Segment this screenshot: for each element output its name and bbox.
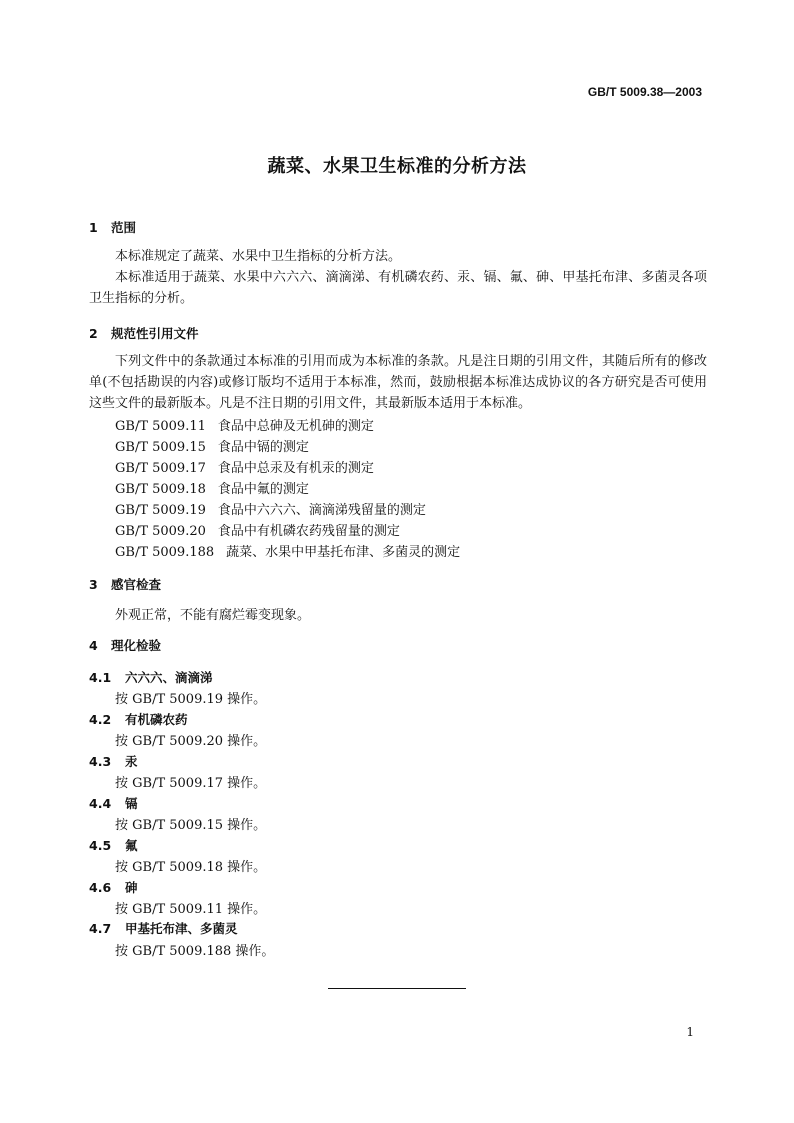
reference-code: GB/T 5009.188 — [115, 545, 215, 560]
subsection-number: 4.2 — [89, 712, 112, 727]
subsection-title: 汞 — [125, 754, 138, 769]
reference-name: 食品中氟的测定 — [217, 482, 309, 497]
section-heading-sensory — [89, 575, 161, 593]
page-number: 1 — [686, 1025, 694, 1039]
subsection-title: 六六六、滴滴涕 — [125, 670, 213, 685]
reference-code: GB/T 5009.17 — [115, 461, 206, 476]
subsection-number: 4.6 — [89, 880, 112, 895]
subsection-text: 按 GB/T 5009.18 操作。 — [115, 860, 267, 875]
reference-name: 食品中六六六、滴滴涕残留量的测定 — [217, 503, 426, 518]
reference-code: GB/T 5009.20 — [115, 524, 206, 539]
subsection-text: 按 GB/T 5009.20 操作。 — [115, 734, 267, 749]
document-title: 蔬菜、水果卫生标准的分析方法 — [267, 156, 527, 177]
section-number: 4 — [89, 638, 98, 653]
section-heading-scope — [89, 218, 136, 236]
standard-code: GB/T 5009.38—2003 — [587, 85, 702, 99]
subsection-heading — [89, 668, 213, 686]
subsection-number: 4.1 — [89, 670, 112, 685]
reference-code: GB/T 5009.18 — [115, 482, 206, 497]
subsection-heading — [89, 836, 138, 854]
reference-name: 食品中总砷及无机砷的测定 — [217, 419, 374, 434]
section-number: 1 — [89, 220, 98, 235]
subsection-title: 砷 — [125, 880, 138, 895]
reference-item — [115, 478, 309, 497]
reference-item — [115, 436, 309, 455]
reference-code: GB/T 5009.15 — [115, 440, 206, 455]
subsection-title: 有机磷农药 — [125, 712, 188, 727]
subsection-heading — [89, 752, 138, 770]
reference-name: 食品中有机磷农药残留量的测定 — [217, 524, 400, 539]
subsection-heading — [89, 794, 138, 812]
subsection-heading — [89, 878, 138, 896]
section-title: 范围 — [111, 220, 137, 235]
sensory-text: 外观正常，不能有腐烂霉变现象。 — [115, 608, 311, 623]
section-number: 3 — [89, 577, 98, 592]
reference-code: GB/T 5009.19 — [115, 503, 206, 518]
scope-paragraph-1: 本标准规定了蔬菜、水果中卫生指标的分析方法。 — [115, 249, 402, 264]
subsection-title: 镉 — [125, 796, 138, 811]
subsection-number: 4.7 — [89, 921, 112, 936]
subsection-text: 按 GB/T 5009.17 操作。 — [115, 776, 267, 791]
reference-item — [115, 520, 400, 539]
section-title: 理化检验 — [111, 638, 162, 653]
reference-code: GB/T 5009.11 — [115, 419, 206, 434]
subsection-number: 4.5 — [89, 838, 112, 853]
normative-references-intro: 下列文件中的条款通过本标准的引用而成为本标准的条款。凡是注日期的引用文件，其随后所有的修改单(不包括勘误的内容)或修订版均不适用于本标准，然而，鼓励根据本标准达成协议的各方研究是否可使用这些文件的最新版本。凡是不注日期的引用文件，其最新版本适用于本标准。 — [89, 354, 707, 411]
scope-paragraph-2: 本标准适用于蔬菜、水果中六六六、滴滴涕、有机磷农药、汞、镉、氟、砷、甲基托布津、多菌灵各项卫生指标的分析。 — [89, 270, 707, 306]
subsection-heading — [89, 919, 238, 937]
subsection-text: 按 GB/T 5009.188 操作。 — [115, 944, 275, 959]
section-heading-physchem — [89, 636, 161, 654]
section-title: 感官检查 — [111, 577, 162, 592]
subsection-text: 按 GB/T 5009.11 操作。 — [115, 902, 267, 917]
subsection-number: 4.4 — [89, 796, 112, 811]
reference-name: 食品中镉的测定 — [217, 440, 309, 455]
subsection-number: 4.3 — [89, 754, 112, 769]
subsection-heading — [89, 710, 188, 728]
reference-item — [115, 457, 374, 476]
section-title: 规范性引用文件 — [111, 326, 199, 341]
subsection-title: 氟 — [125, 838, 138, 853]
reference-item — [115, 415, 374, 434]
section-number: 2 — [89, 326, 98, 341]
reference-name: 蔬菜、水果中甲基托布津、多菌灵的测定 — [226, 545, 461, 560]
section-heading-normative-references — [89, 324, 199, 342]
reference-name: 食品中总汞及有机汞的测定 — [217, 461, 374, 476]
subsection-text: 按 GB/T 5009.19 操作。 — [115, 692, 267, 707]
reference-item — [115, 541, 460, 560]
reference-item — [115, 499, 426, 518]
subsection-title: 甲基托布津、多菌灵 — [125, 921, 238, 936]
end-divider — [328, 988, 466, 989]
subsection-text: 按 GB/T 5009.15 操作。 — [115, 818, 267, 833]
